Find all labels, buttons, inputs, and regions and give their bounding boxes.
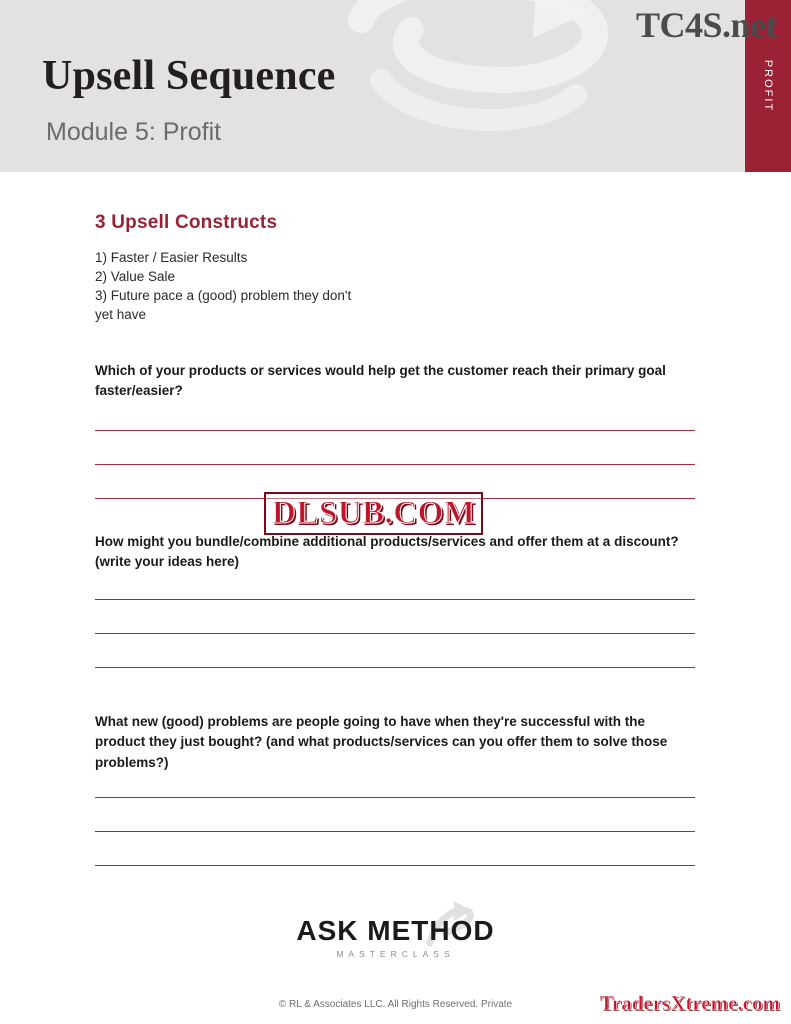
answer-line[interactable]: [95, 831, 695, 832]
tc4s-watermark: TC4S.net: [635, 5, 777, 45]
list-item: 1) Faster / Easier Results: [95, 250, 248, 265]
copyright-text: © RL & Associates LLC. All Rights Reserved. Private: [278, 999, 513, 1010]
page-header: [0, 0, 791, 172]
logo-sub-text: MASTERCLASS: [336, 949, 455, 959]
answer-lines-3: [95, 797, 696, 866]
list-item: 3) Future pace a (good) problem they don't: [95, 288, 352, 304]
module-tab-label: PROFIT: [762, 59, 774, 113]
question-2: How might you bundle/combine additional products/services and offer them at a discount? (write your ideas here): [95, 533, 679, 570]
page-subtitle: Module 5: Profit: [46, 118, 222, 146]
list-item: 2) Value Sale: [95, 269, 176, 285]
page-title: Upsell Sequence: [42, 53, 336, 99]
dlsub-watermark: DLSUB.COM: [264, 492, 483, 535]
constructs-list: [95, 248, 696, 325]
answer-line[interactable]: [95, 599, 695, 600]
answer-line[interactable]: [95, 667, 695, 668]
answer-line[interactable]: [95, 797, 695, 798]
answer-line[interactable]: [95, 633, 695, 634]
swirl-graphic: [321, 0, 621, 172]
question-1: Which of your products or services would help get the customer reach their primary goal faster/easier?: [95, 362, 666, 399]
answer-line[interactable]: [95, 865, 695, 866]
answer-line[interactable]: [95, 430, 695, 431]
section-heading: 3 Upsell Constructs: [95, 212, 278, 233]
tradersxtreme-watermark: TradersXtreme.com: [596, 991, 783, 1016]
list-item: yet have: [95, 307, 147, 323]
question-3: What new (good) problems are people going to have when they're successful with the product they just bought? (and what products/services can you offer them to solve those problems?): [95, 713, 668, 770]
answer-line[interactable]: [95, 464, 695, 465]
logo-main-text: ASK METHOD: [296, 915, 495, 946]
answer-lines-2: [95, 599, 696, 668]
page-footer: [0, 909, 791, 1024]
answer-lines-1: [95, 430, 696, 499]
ask-method-logo: [296, 915, 494, 959]
